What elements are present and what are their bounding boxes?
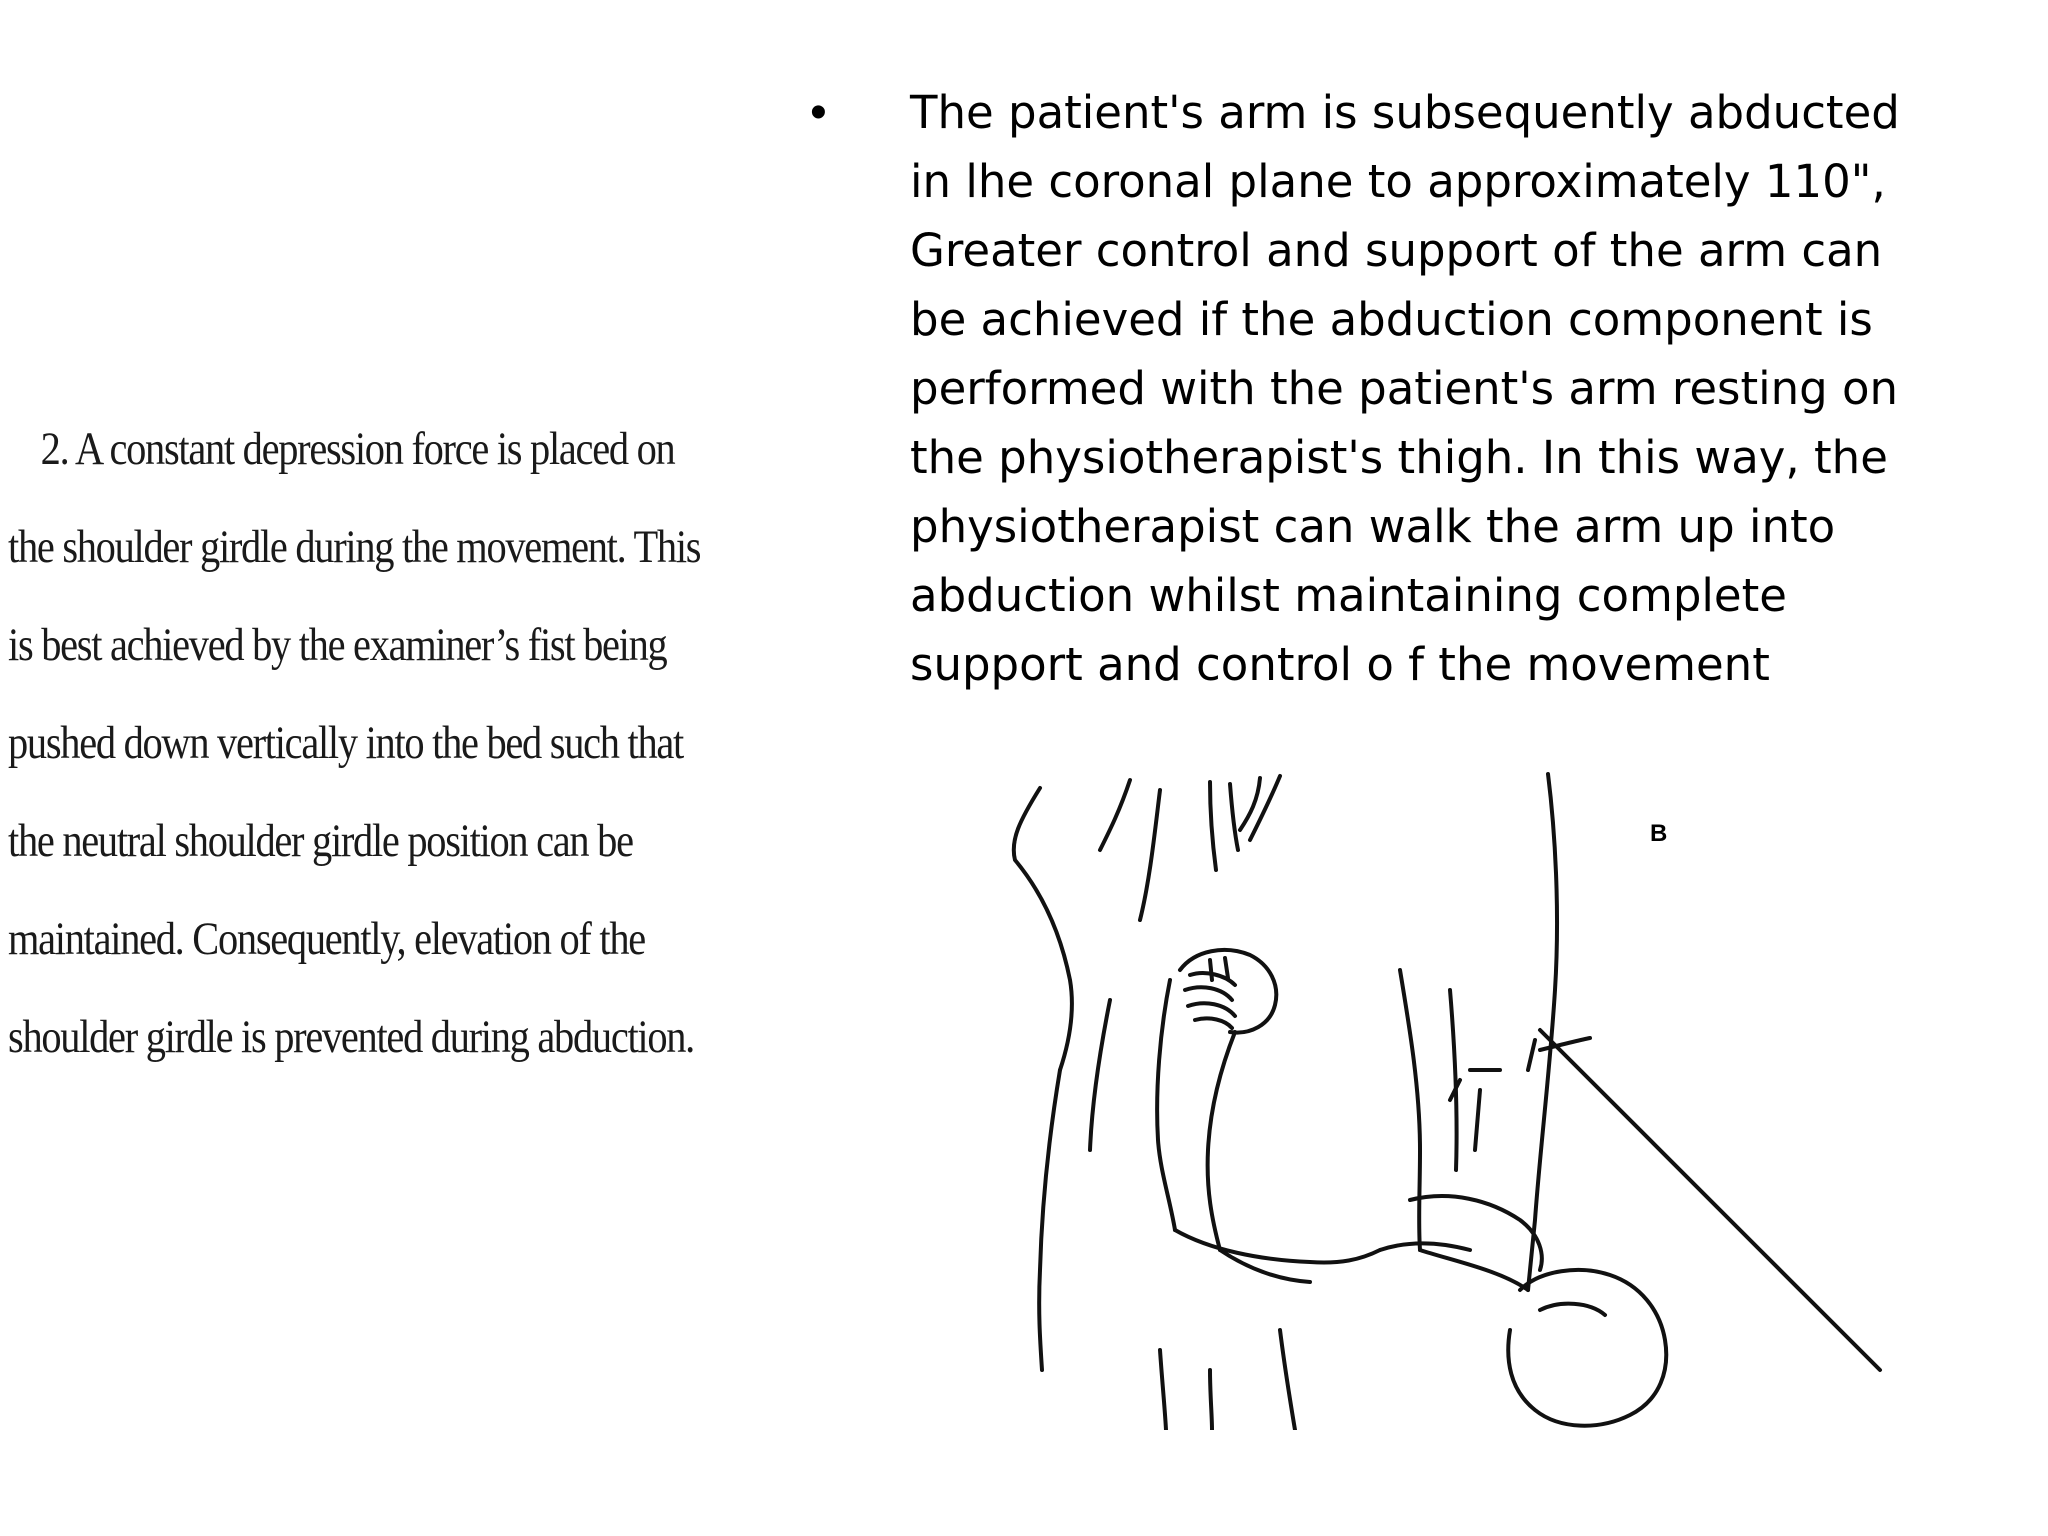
bullet-text-line: Greater control and support of the arm can <box>910 224 1883 277</box>
bullet-text-line: the physiotherapist's thigh. In this way, the <box>910 431 1888 484</box>
bullet-text <box>910 78 2010 699</box>
scanned-text-line: shoulder girdle is prevented during abduction. <box>8 1011 695 1063</box>
bullet-text-line: performed with the patient's arm resting on <box>910 362 1899 415</box>
scanned-text-line: the shoulder girdle during the movement. This <box>8 521 701 573</box>
bullet-text-line: abduction whilst maintaining complete <box>910 569 1787 622</box>
figure-label: B <box>1650 820 1668 847</box>
scanned-text-panel <box>0 392 800 1092</box>
scanned-text-line: 2. A constant depression force is placed on <box>40 423 675 475</box>
scanned-text-line: maintained. Consequently, elevation of the <box>8 913 645 965</box>
bullet-text-line: support and control o f the movement <box>910 638 1770 691</box>
bullet-icon: • <box>810 86 827 139</box>
bullet-text-line: be achieved if the abduction component is <box>910 293 1873 346</box>
scanned-text-line: pushed down vertically into the bed such that <box>8 717 683 769</box>
scanned-text <box>8 400 701 1086</box>
bullet-text-line: The patient's arm is subsequently abducted <box>910 86 1900 139</box>
scanned-text-line: the neutral shoulder girdle position can be <box>8 815 633 867</box>
shoulder-abduction-illustration <box>980 770 1930 1430</box>
bullet-text-line: physiotherapist can walk the arm up into <box>910 500 1836 553</box>
bullet-text-line: in lhe coronal plane to approximately 110", <box>910 155 1886 208</box>
scanned-text-line: is best achieved by the examiner’s fist being <box>8 619 667 671</box>
